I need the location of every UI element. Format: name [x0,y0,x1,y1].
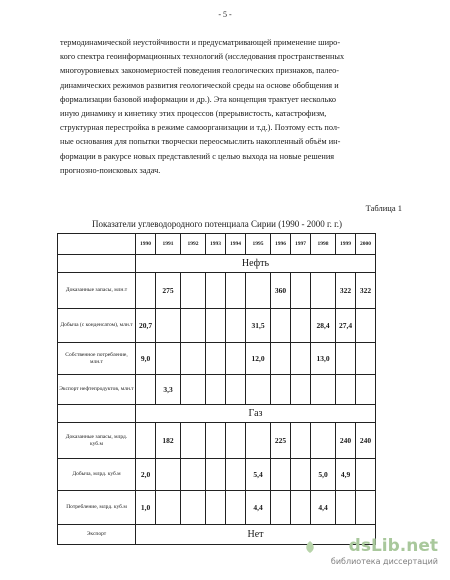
value-cell [206,491,226,525]
value-cell: 360 [271,273,291,309]
row-label: Экспорт нефтепродуктов, млн.т [58,375,136,405]
value-cell: 5,0 [311,459,336,491]
value-cell [226,309,246,343]
value-cell [356,459,376,491]
value-cell: 240 [356,423,376,459]
value-cell [246,375,271,405]
table-row [58,343,376,375]
value-cell [156,309,181,343]
hydrocarbon-table [57,233,376,545]
value-cell [271,309,291,343]
value-cell [336,491,356,525]
value-cell [136,273,156,309]
year-header: 1995 [246,234,271,255]
value-cell [226,273,246,309]
value-cell [181,273,206,309]
value-cell: 5,4 [246,459,271,491]
value-cell [311,423,336,459]
watermark [318,536,438,570]
section-gas-row [58,405,376,423]
section-oil-title: Нефть [136,255,376,273]
value-cell: 225 [271,423,291,459]
value-cell: 2,0 [136,459,156,491]
value-cell: 3,3 [156,375,181,405]
body-line: термодинамической неустойчивости и предусматривающей применение широ- [60,38,341,47]
export-value: Нет [136,525,376,545]
year-header: 1991 [156,234,181,255]
value-cell [271,491,291,525]
table-label: Таблица 1 [365,203,402,213]
value-cell: 4,4 [246,491,271,525]
value-cell: 9,0 [136,343,156,375]
year-header: 1998 [311,234,336,255]
body-line: прогнозно-поисковых задач. [60,165,161,175]
value-cell [291,309,311,343]
value-cell [356,309,376,343]
value-cell [226,459,246,491]
table-row [58,273,376,309]
value-cell [311,273,336,309]
value-cell [356,375,376,405]
watermark-subtitle: библиотека диссертаций [330,557,438,566]
row-label: Доказанные запасы, млн.т [58,273,136,309]
table-row [58,309,376,343]
row-label: Потребление, млрд. куб.м [58,491,136,525]
value-cell: 240 [336,423,356,459]
leaf-icon [304,540,316,554]
row-label: Доказанные запасы, млрд. куб.м [58,423,136,459]
value-cell [291,491,311,525]
body-line: кого спектра геоинформационных технологий (исследования пространственных [60,52,345,62]
year-header: 1997 [291,234,311,255]
value-cell [181,375,206,405]
value-cell [336,375,356,405]
row-label: Добыча, млрд. куб.м [58,459,136,491]
value-cell [271,459,291,491]
page-number: - 5 - [218,10,232,19]
value-cell [226,343,246,375]
section-blank-cell [58,255,136,273]
value-cell: 4,4 [311,491,336,525]
body-text [60,36,410,178]
section-gas-title: Газ [136,405,376,423]
body-line: многоуровневых закономерностей поведения геологических признаков, палео- [60,66,340,76]
value-cell [311,375,336,405]
table-caption: Показатели углеводородного потенциала Сирии (1990 - 2000 г. г.) [92,219,343,229]
year-header: 1999 [336,234,356,255]
value-cell [226,423,246,459]
value-cell [206,343,226,375]
value-cell [181,459,206,491]
value-cell [271,375,291,405]
value-cell: 4,9 [336,459,356,491]
value-cell [226,491,246,525]
value-cell [356,343,376,375]
value-cell [291,273,311,309]
body-line: иную динамику и кинетику этих процессов (прерывистость, катастрофизм, [60,109,327,119]
body-line: формации в ракурсе новых представлений с целью выхода на новые решения [60,151,335,161]
value-cell [206,375,226,405]
export-label: Экспорт [58,525,136,545]
value-cell: 20,7 [136,309,156,343]
table-row [58,375,376,405]
value-cell [181,491,206,525]
value-cell [271,343,291,375]
value-cell [181,423,206,459]
value-cell: 27,4 [336,309,356,343]
value-cell [156,343,181,375]
value-cell [336,343,356,375]
value-cell: 1,0 [136,491,156,525]
body-line: ные основания для попытки творчески переосмыслить накопленный объём ин- [60,137,341,147]
body-line: динамических режимов развития геологической среды на основе обобщения и [60,80,339,90]
value-cell [291,423,311,459]
value-cell: 28,4 [311,309,336,343]
value-cell [156,491,181,525]
value-cell [206,459,226,491]
body-line: формализации базовой информации и др.). Эта концепция трактует несколько [60,94,337,104]
value-cell [136,375,156,405]
value-cell [206,309,226,343]
year-header: 1993 [206,234,226,255]
year-header: 1996 [271,234,291,255]
value-cell [181,343,206,375]
table-row [58,491,376,525]
section-oil-row [58,255,376,273]
value-cell: 12,0 [246,343,271,375]
value-cell [246,273,271,309]
value-cell: 322 [336,273,356,309]
corner-cell [58,234,136,255]
value-cell: 322 [356,273,376,309]
section-blank-cell [58,405,136,423]
value-cell [291,375,311,405]
value-cell [181,309,206,343]
year-header: 1994 [226,234,246,255]
table-row [58,459,376,491]
value-cell [226,375,246,405]
value-cell [206,423,226,459]
year-header: 1990 [136,234,156,255]
value-cell [156,459,181,491]
year-header-row [58,234,376,255]
row-label: Добыча (с конденсатом), млн.т [58,309,136,343]
value-cell: 31,5 [246,309,271,343]
value-cell [356,491,376,525]
year-header: 1992 [181,234,206,255]
value-cell [246,423,271,459]
watermark-logo: dsLib.net [348,536,438,556]
body-line: структурная перестройка в режиме самоорганизации и т.д.). Поэтому есть пол- [60,123,340,133]
row-label: Собственное потребление, млн.т [58,343,136,375]
value-cell: 13,0 [311,343,336,375]
table-row [58,423,376,459]
value-cell: 182 [156,423,181,459]
year-header: 2000 [356,234,376,255]
value-cell [291,459,311,491]
value-cell [291,343,311,375]
value-cell [206,273,226,309]
value-cell: 275 [156,273,181,309]
value-cell [136,423,156,459]
